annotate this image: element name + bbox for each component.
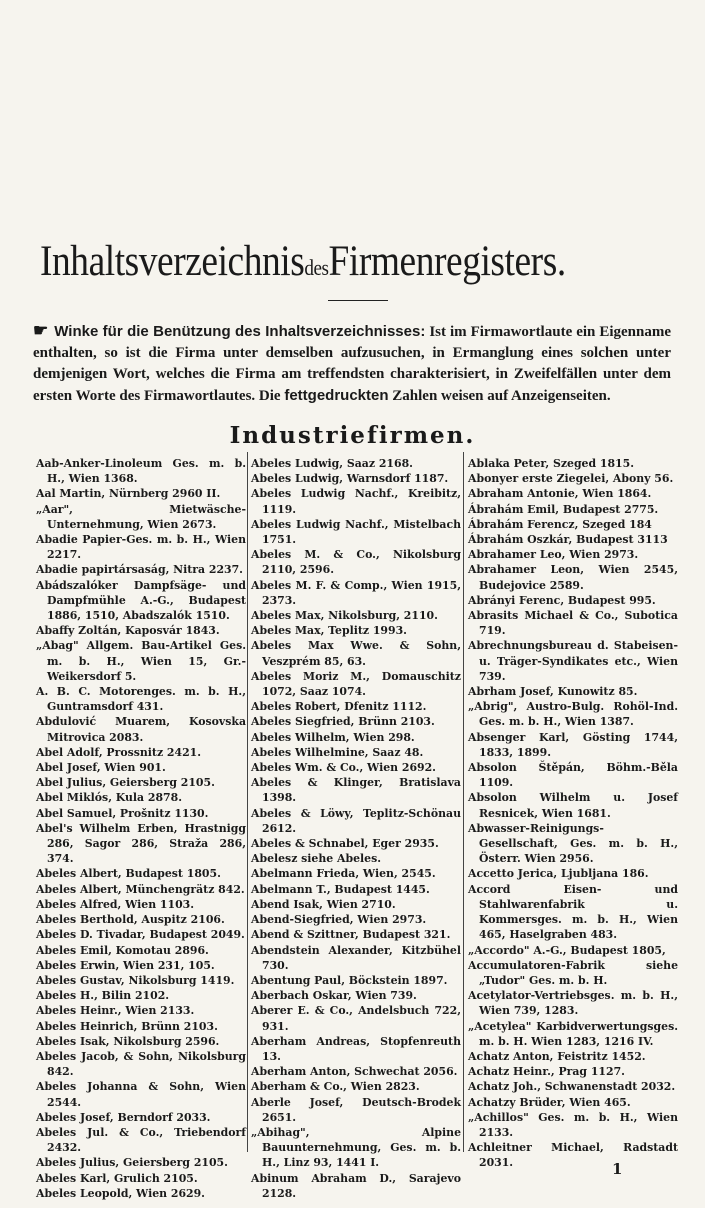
register-entry: Abeles M. F. & Comp., Wien 1915, 2373. (251, 578, 461, 607)
register-entry: Abeles Moriz M., Domauschitz 1072, Saaz 1074. (251, 669, 461, 699)
register-entry: Abeles & Klinger, Bratislava 1398. (251, 776, 461, 805)
register-entry: Absenger Karl, Gösting 1744, 1833, 1899. (468, 730, 678, 759)
register-entry: Abrányi Ferenc, Budapest 995. (468, 593, 656, 607)
register-entry: Abel Adolf, Prossnitz 2421. (36, 745, 202, 759)
register-entry: Abeles Jacob, & Sohn, Nikolsburg 842. (36, 1049, 246, 1079)
page-title: InhaltsverzeichnisdesFirmenregisters. (40, 238, 566, 285)
register-entry: Accord Eisen- und Stahlwarenfabrik u. Kommersges. m. b. H., Wien 465, Haselgraben 483. (468, 882, 678, 942)
register-entry: Abend-Siegfried, Wien 2973. (251, 913, 427, 927)
register-entry: Abrahamer Leo, Wien 2973. (468, 548, 639, 562)
register-entry: A. B. C. Motorenges. m. b. H., Guntramsdorf 431. (36, 685, 246, 714)
register-entry: Abeles Berthold, Auspitz 2106. (36, 913, 225, 927)
register-entry: Abeles Robert, Dfenitz 1112. (251, 700, 427, 714)
register-entry: Ábrahám Oszkár, Budapest 3113 (468, 533, 668, 547)
usage-notes (33, 320, 671, 407)
register-entry: Abrasits Michael & Co., Subotica 719. (468, 609, 678, 638)
page-number: 1 (612, 1160, 623, 1178)
register-entry: Abeles Wilhelm, Wien 298. (251, 730, 415, 744)
register-entry: Abel Miklós, Kula 2878. (36, 791, 183, 805)
register-entry: Abrham Josef, Kunowitz 85. (468, 685, 638, 699)
usage-notes-end: Zahlen weisen auf Anzeigenseiten. (392, 388, 611, 404)
register-entry: Abeles Josef, Berndorf 2033. (36, 1110, 211, 1124)
register-entry: Abeles Ludwig Nachf., Mistelbach 1751. (251, 517, 461, 547)
register-entry: „Acetylea" Karbidverwertungsges. m. b. H. Wien 1283, 1216 IV. (468, 1019, 678, 1048)
register-entry: Abeles & Löwy, Teplitz-Schönau 2612. (251, 806, 461, 835)
register-entry: Abeles Leopold, Wien 2629. (36, 1186, 205, 1200)
register-entry: Abwasser-Reinigungs-Gesellschaft, Ges. m. b. H., Österr. Wien 2956. (468, 821, 678, 866)
register-column-1 (36, 456, 246, 1201)
register-entry: Abeles Julius, Geiersberg 2105. (36, 1156, 228, 1170)
register-entry: Abaffy Zoltán, Kaposvár 1843. (36, 624, 220, 638)
register-entry: Abelmann Frieda, Wien, 2545. (251, 867, 436, 881)
register-entry: Abeles M. & Co., Nikolsburg 2110, 2596. (251, 548, 461, 577)
register-entry: Abel Samuel, Prošnitz 1130. (36, 806, 209, 820)
register-entry: Absolon Štěpán, Böhm.-Běla 1109. (468, 761, 678, 790)
register-entry: Abeles Gustav, Nikolsburg 1419. (36, 973, 235, 987)
usage-notes-body: Ist im Firmawortlaute ein Eigenname enthalten, so ist die Firma unter demselben aufzusuchen, in Ermanglung eines solchen unter demjenigen Wort, welches die Firma am treffendsten charakterisiert, in Zweifelfällen unter dem ersten Worte des Firmawortlautes. Die (33, 324, 672, 404)
register-entry: Ábrahám Emil, Budapest 2775. (468, 502, 659, 516)
register-entry: Abeles Wilhelmine, Saaz 48. (251, 745, 424, 759)
register-entry: „Accordo" A.-G., Budapest 1805, (468, 943, 666, 957)
register-entry: „Abihag", Alpine Bauunternehmung, Ges. m. b. H., Linz 93, 1441 I. (251, 1125, 461, 1170)
pointing-hand-icon: ☛ (33, 321, 49, 340)
register-entry: Abeles Max, Nikolsburg, 2110. (251, 609, 438, 623)
register-entry: Abeles Siegfried, Brünn 2103. (251, 715, 435, 729)
column-divider (463, 452, 464, 1152)
section-heading: Industriefirmen. (229, 422, 476, 449)
register-entry: Abeles Johanna & Sohn, Wien 2544. (36, 1080, 246, 1109)
register-entry: Abeles Isak, Nikolsburg 2596. (36, 1034, 220, 1048)
register-entry: Abendstein Alexander, Kitzbühel 730. (251, 943, 461, 972)
register-entry: Abeles Alfred, Wien 1103. (36, 897, 195, 911)
register-entry: Abeles Erwin, Wien 231, 105. (36, 958, 215, 972)
register-entry: Aberbach Oskar, Wien 739. (251, 989, 417, 1003)
register-entry: Abentung Paul, Böckstein 1897. (251, 973, 448, 987)
register-entry: Ábrahám Ferencz, Szeged 184 (468, 517, 652, 531)
register-entry: Abadie Papier-Ges. m. b. H., Wien 2217. (36, 533, 246, 562)
register-entry: „Abrig", Austro-Bulg. Rohöl-Ind. Ges. m. b. H., Wien 1387. (468, 700, 678, 729)
register-entry: Acetylator-Vertriebsges. m. b. H., Wien 739, 1283. (468, 989, 678, 1018)
usage-notes-bold-phrase: fettgedruckten (284, 387, 389, 404)
register-entry: Abeles H., Bilin 2102. (36, 989, 170, 1003)
register-entry: Abeles Max, Teplitz 1993. (251, 624, 407, 638)
register-entry: Abeles Wm. & Co., Wien 2692. (251, 761, 436, 775)
register-entry: Abend & Szittner, Budapest 321. (251, 928, 451, 942)
register-entry: Aberham & Co., Wien 2823. (251, 1080, 420, 1094)
register-entry: Abrechnungsbureau d. Stabeisen-u. Träger-Syndikates etc., Wien 739. (468, 639, 678, 683)
register-entry: Abdulović Muarem, Kosovska Mitrovica 2083. (36, 715, 246, 744)
register-entry: Accumulatoren-Fabrik siehe „Tudor" Ges. m. b. H. (468, 958, 678, 987)
register-entry: „Achillos" Ges. m. b. H., Wien 2133. (468, 1110, 678, 1139)
register-entry: Abel Julius, Geiersberg 2105. (36, 776, 215, 790)
register-entry: Abeles Karl, Grulich 2105. (36, 1171, 198, 1185)
register-entry: Absolon Wilhelm u. Josef Resnicek, Wien 1681. (468, 791, 678, 820)
register-entry: Aberham Andreas, Stopfenreuth 13. (251, 1034, 461, 1063)
register-entry: Abelmann T., Budapest 1445. (251, 882, 430, 896)
register-entry: Abrahamer Leon, Wien 2545, Budejovice 2589. (468, 563, 678, 592)
column-divider (247, 452, 248, 1152)
register-entry: Achatz Heinr., Prag 1127. (468, 1065, 625, 1079)
register-entry: Abeles Jul. & Co., Triebendorf 2432. (36, 1125, 246, 1155)
register-entry: Aab-Anker-Linoleum Ges. m. b. H., Wien 1368. (36, 457, 246, 486)
register-entry: Abeles Albert, Münchengrätz 842. (36, 882, 245, 896)
register-entry: Abel Josef, Wien 901. (36, 761, 166, 775)
register-entry: Abeles Max Wwe. & Sohn, Veszprém 85, 63. (251, 639, 461, 668)
register-entry: Aberer E. & Co., Andelsbuch 722, 931. (251, 1004, 461, 1033)
register-entry: Aal Martin, Nürnberg 2960 II. (36, 487, 221, 501)
register-entry: Aberham Anton, Schwechat 2056. (251, 1065, 458, 1079)
register-entry: Abeles D. Tivadar, Budapest 2049. (36, 928, 245, 942)
register-entry: „Abag" Allgem. Bau-Artikel Ges. m. b. H., Wien 15, Gr.-Weikersdorf 5. (36, 639, 246, 683)
register-entry: Abelesz siehe Abeles. (251, 852, 381, 866)
register-entry: Achatz Joh., Schwanenstadt 2032. (468, 1080, 676, 1094)
register-entry: Abeles Ludwig Nachf., Kreibitz, 1119. (251, 487, 461, 516)
register-entry: Aberle Josef, Deutsch-Brodek 2651. (251, 1095, 461, 1124)
register-entry: Abadie papirtársaság, Nitra 2237. (36, 563, 243, 577)
register-entry: Abel's Wilhelm Erben, Hrastnigg 286, Sagor 286, Straža 286, 374. (36, 821, 246, 866)
register-entry: Abeles Albert, Budapest 1805. (36, 867, 221, 881)
register-entry: Abádszalóker Dampfsäge- und Dampfmühle A.-G., Budapest 1886, 1510, Abadszalók 1510. (36, 578, 246, 623)
register-entry: Ablaka Peter, Szeged 1815. (468, 457, 634, 470)
register-entry: Abeles Heinr., Wien 2133. (36, 1004, 195, 1018)
register-entry: Abeles Emil, Komotau 2896. (36, 943, 209, 957)
register-entry: Achleitner Michael, Radstadt 2031. (468, 1141, 678, 1170)
register-entry: Achatz Anton, Feistritz 1452. (468, 1049, 646, 1063)
register-entry: Abraham Antonie, Wien 1864. (468, 487, 652, 501)
usage-notes-lead: Winke für die Benützung des Inhaltsverzeichnisses: (54, 323, 426, 340)
register-column-2 (251, 456, 461, 1201)
register-entry: Abeles Ludwig, Warnsdorf 1187. (251, 472, 449, 486)
register-entry: Abinum Abraham D., Sarajevo 2128. (251, 1171, 461, 1200)
title-divider (328, 300, 388, 301)
register-entry: Accetto Jerica, Ljubljana 186. (468, 867, 649, 881)
register-entry: Abeles Heinrich, Brünn 2103. (36, 1019, 218, 1033)
register-column-3 (468, 456, 678, 1171)
register-entry: Abonyer erste Ziegelei, Abony 56. (468, 472, 674, 486)
register-entry: Achatzy Brüder, Wien 465. (468, 1095, 631, 1109)
register-entry: Abeles Ludwig, Saaz 2168. (251, 457, 413, 470)
register-entry: „Aar", Mietwäsche-Unternehmung, Wien 2673. (36, 502, 246, 531)
register-entry: Abend Isak, Wien 2710. (251, 897, 396, 911)
register-entry: Abeles & Schnabel, Eger 2935. (251, 837, 439, 851)
